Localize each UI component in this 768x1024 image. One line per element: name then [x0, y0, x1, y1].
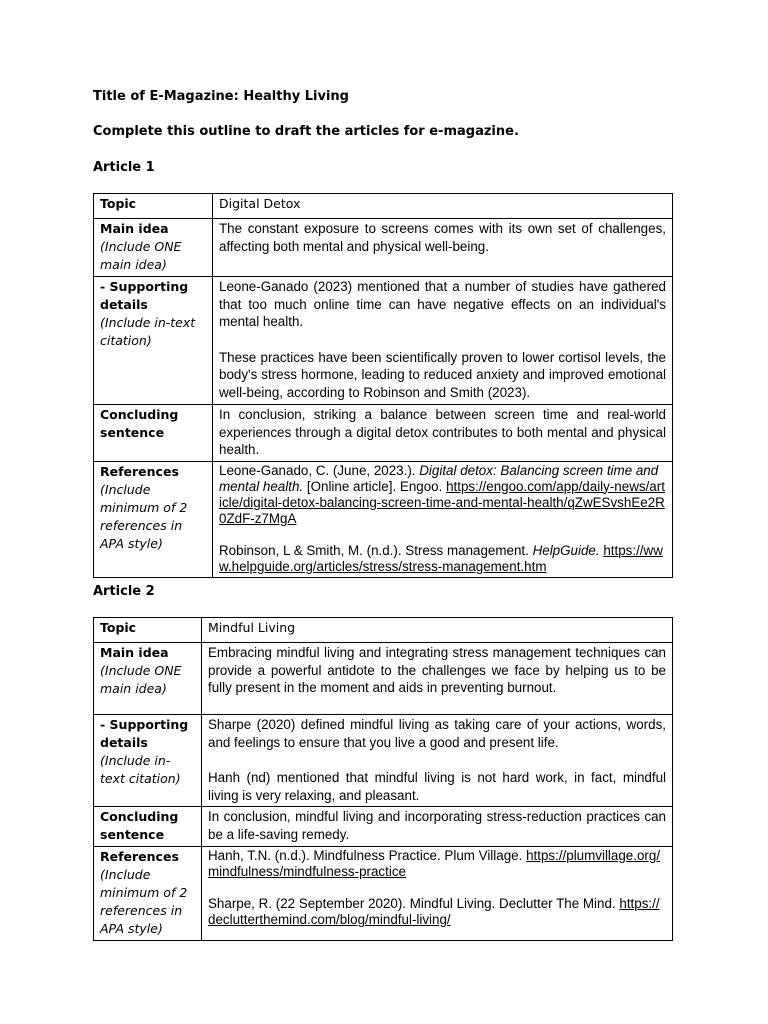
references-row: [94, 847, 673, 941]
references-label: References (Include minimum of 2 references in APA style): [94, 847, 202, 941]
supporting-row: [94, 715, 673, 807]
article-1-table: [93, 193, 673, 578]
article-1-heading: Article 1: [93, 160, 155, 175]
supporting-detail-2: These practices have been scientifically proven to lower cortisol levels, the body's stress hormone, leading to reduced anxiety and improved emotional well-being, according to Robinson and Smith (2023).: [219, 349, 666, 400]
topic-row: [94, 194, 673, 219]
concluding-value: In conclusion, mindful living and incorporating stress-reduction practices can be a life-saving remedy.: [202, 807, 673, 847]
reference-1: Hanh, T.N. (n.d.). Mindfulness Practice. Plum Village. https://plumvillage.org/mindfulness/mindfulness-practice: [208, 848, 661, 879]
main-idea-row: [94, 643, 673, 715]
topic-label: Topic: [94, 194, 213, 219]
main-idea-value: Embracing mindful living and integrating stress management techniques can provide a powerful antidote to the challenges we face by helping us to be fully present in the moment and aids in preventing burnout.: [202, 643, 673, 715]
supporting-detail-1: Leone-Ganado (2023) mentioned that a number of studies have gathered that too much online time can have negative effects on an individual's mental health.: [219, 279, 666, 329]
magazine-title: Title of E-Magazine: Healthy Living: [93, 89, 349, 104]
supporting-detail-1: Sharpe (2020) defined mindful living as taking care of your actions, words, and feelings to ensure that you live a good and present life.: [208, 717, 666, 750]
supporting-detail-2: Hanh (nd) mentioned that mindful living is not hard work, in fact, mindful living is very relaxing, and pleasant.: [208, 770, 666, 803]
topic-value: Mindful Living: [202, 618, 673, 643]
references-value: [202, 847, 673, 941]
supporting-value: [202, 715, 673, 807]
concluding-label: Concluding sentence: [94, 405, 213, 462]
supporting-label: - Supporting details (Include in-text citation): [94, 277, 213, 405]
concluding-row: [94, 405, 673, 462]
reference-2: Sharpe, R. (22 September 2020). Mindful Living. Declutter The Mind. https://declutterthemind.com/blog/mindful-living/: [208, 896, 660, 927]
topic-label: Topic: [94, 618, 202, 643]
references-row: [94, 461, 673, 577]
reference-1-link[interactable]: https://engoo.com/app/daily-news/article/digital-detox-balancing-screen-time-and-mental-health/qZwESvshEe2R0ZdF-z7MgA: [219, 478, 665, 526]
reference-2: Robinson, L & Smith, M. (n.d.). Stress management. HelpGuide. https://www.helpguide.org/articles/stress/stress-management.htm: [219, 542, 663, 574]
supporting-label: - Supporting details (Include in-text citation): [94, 715, 202, 807]
concluding-row: [94, 807, 673, 847]
main-idea-label: Main idea (Include ONE main idea): [94, 643, 202, 715]
concluding-value: In conclusion, striking a balance between screen time and real-world experiences through a digital detox contributes to both mental and physical health.: [213, 405, 673, 462]
reference-1: Leone-Ganado, C. (June, 2023.). Digital detox: Balancing screen time and mental health. [Online article]. Engoo. https://engoo.com/app/daily-news/article/digital-detox-balancing-screen-time-and-mental-health/qZwESvshEe2R0ZdF-z7MgA: [219, 462, 665, 526]
article-2-heading: Article 2: [93, 584, 155, 599]
references-label: References (Include minimum of 2 references in APA style): [94, 461, 213, 577]
supporting-value: [213, 277, 673, 405]
reference-2-link[interactable]: https://declutterthemind.com/blog/mindful-living/: [208, 896, 660, 927]
main-idea-row: [94, 219, 673, 277]
topic-value: Digital Detox: [213, 194, 673, 219]
instruction: Complete this outline to draft the articles for e-magazine.: [93, 124, 519, 139]
references-value: [213, 461, 673, 577]
supporting-row: [94, 277, 673, 405]
reference-1-link[interactable]: https://plumvillage.org/mindfulness/mindfulness-practice: [208, 848, 661, 879]
article-2-table: [93, 617, 673, 941]
topic-row: [94, 618, 673, 643]
main-idea-label: Main idea (Include ONE main idea): [94, 219, 213, 277]
concluding-label: Concluding sentence: [94, 807, 202, 847]
reference-2-link[interactable]: https://www.helpguide.org/articles/stress/stress-management.htm: [219, 542, 663, 574]
main-idea-value: The constant exposure to screens comes with its own set of challenges, affecting both mental and physical well-being.: [213, 219, 673, 277]
